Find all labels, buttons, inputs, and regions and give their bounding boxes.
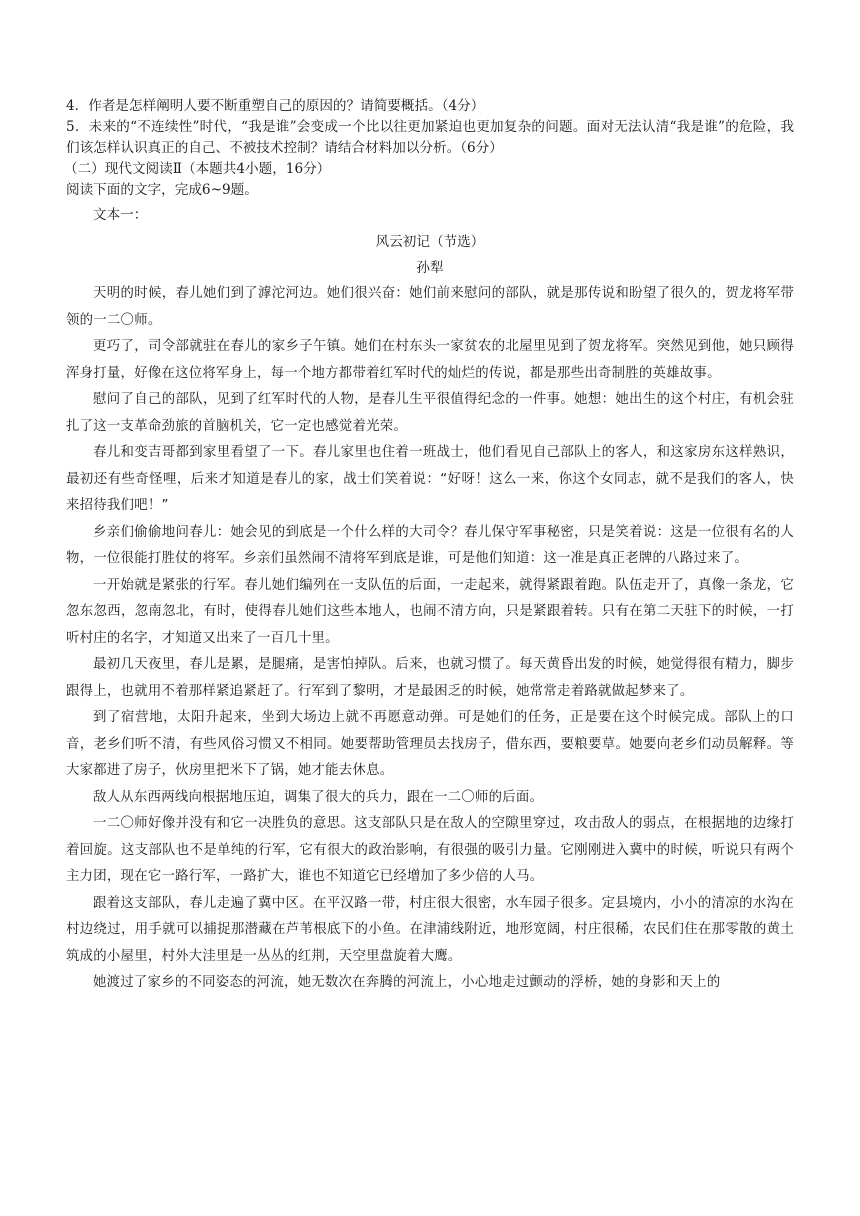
question-5: 5．未来的“不连续性”时代，“我是谁”会变成一个比以往更加紧迫也更加复杂的问题。面对无法认清“我是谁”的危险，我们该怎样认识真正的自己、不被技术控制？请结合材料加以分析。（6分） xyxy=(66,119,794,156)
text-label: 文本一： xyxy=(93,207,148,223)
article-paragraph: 天明的时候，春儿她们到了滹沱河边。她们很兴奋：她们前来慰问的部队，就是那传说和盼望了很久的，贺龙将军带领的一二〇师。 xyxy=(66,286,794,328)
article-paragraph: 到了宿营地，太阳升起来，坐到大场边上就不再愿意动弹。可是她们的任务，正是要在这个时候完成。部队上的口音，老乡们听不清，有些风俗习惯又不相同。她要帮助管理员去找房子，借东西，要粮要草。她要向老乡们动员解释。等大家都进了房子，伙房里把米下了锅，她才能去休息。 xyxy=(66,710,794,778)
article-paragraph: 跟着这支部队，春儿走遍了冀中区。在平汉路一带，村庄很大很密，水车园子很多。定县境内，小小的清凉的水沟在村边绕过，用手就可以捕捉那潜藏在芦苇根底下的小鱼。在津浦线附近，地形宽阔，村庄很稀，农民们住在那零散的黄土筑成的小屋里，村外大洼里是一丛丛的红荆，天空里盘旋着大鹰。 xyxy=(66,895,794,964)
article-paragraph: 春儿和变吉哥都到家里看望了一下。春儿家里也住着一班战士，他们看见自己部队上的客人，和这家房东这样熟识，最初还有些奇怪哩，后来才知道是春儿的家，战士们笑着说：“好呀！这么一来，你这个女同志，就不是我们的客人，快来招待我们吧！” xyxy=(66,445,794,513)
article-paragraph: 最初几天夜里，春儿是累，是腿痛，是害怕掉队。后来，也就习惯了。每天黄昏出发的时候，她觉得很有精力，脚步跟得上，也就用不着那样紧追紧赶了。行军到了黎明，才是最困乏的时候，她常常走着路就做起梦来了。 xyxy=(66,657,794,699)
article-author: 孙犁 xyxy=(416,260,444,276)
exam-page xyxy=(66,96,794,997)
article-paragraph: 一二〇师好像并没有和它一决胜负的意思。这支部队只是在敌人的空隙里穿过，攻击敌人的弱点，在根据地的边缘打着回旋。这支部队也不是单纯的行军，它有很大的政治影响，有很强的吸引力量。它刚刚进入冀中的时候，听说只有两个主力团，现在它一路行军，一路扩大，谁也不知道它已经增加了多少倍的人马。 xyxy=(66,816,794,884)
question-4: 4．作者是怎样阐明人要不断重塑自己的原因的？请简要概括。（4分） xyxy=(66,98,485,114)
reading-instruction: 阅读下面的文字，完成6~9题。 xyxy=(66,182,258,198)
article-paragraph: 一开始就是紧张的行军。春儿她们编列在一支队伍的后面，一走起来，就得紧跟着跑。队伍走开了，真像一条龙，它忽东忽西，忽南忽北，有时，使得春儿她们这些本地人，也闹不清方向，只是紧跟着转。只有在第二天驻下的时候，一打听村庄的名字，才知道又出来了一百几十里。 xyxy=(66,577,794,646)
article-paragraph: 更巧了，司令部就驻在春儿的家乡子午镇。她们在村东头一家贫农的北屋里见到了贺龙将军。突然见到他，她只顾得浑身打量，好像在这位将军身上，每一个地方都带着红军时代的灿烂的传说，都是那些出奇制胜的英雄故事。 xyxy=(66,339,794,381)
article-paragraph: 慰问了自己的部队，见到了红军时代的人物，是春儿生平很值得纪念的一件事。她想：她出生的这个村庄，有机会驻扎了这一支革命劲旅的首脑机关，它一定也感觉着光荣。 xyxy=(66,392,794,434)
article-paragraph: 敌人从东西两线向根据地压迫，调集了很大的兵力，跟在一二〇师的后面。 xyxy=(93,789,544,805)
section-heading: （二）现代文阅读Ⅱ（本题共4小题，16分） xyxy=(64,161,331,177)
article-title: 风云初记（节选） xyxy=(375,234,485,250)
article-paragraph: 乡亲们偷偷地问春儿：她会见的到底是一个什么样的大司令？春儿保守军事秘密，只是笑着说：这是一位很有名的人物，一位很能打胜仗的将军。乡亲们虽然闹不清将军到底是谁，可是他们知道：这一准是真正老牌的八路过来了。 xyxy=(66,524,794,566)
article-paragraph: 她渡过了家乡的不同姿态的河流，她无数次在奔腾的河流上，小心地走过颤动的浮桥，她的身影和天上的 xyxy=(93,975,721,990)
